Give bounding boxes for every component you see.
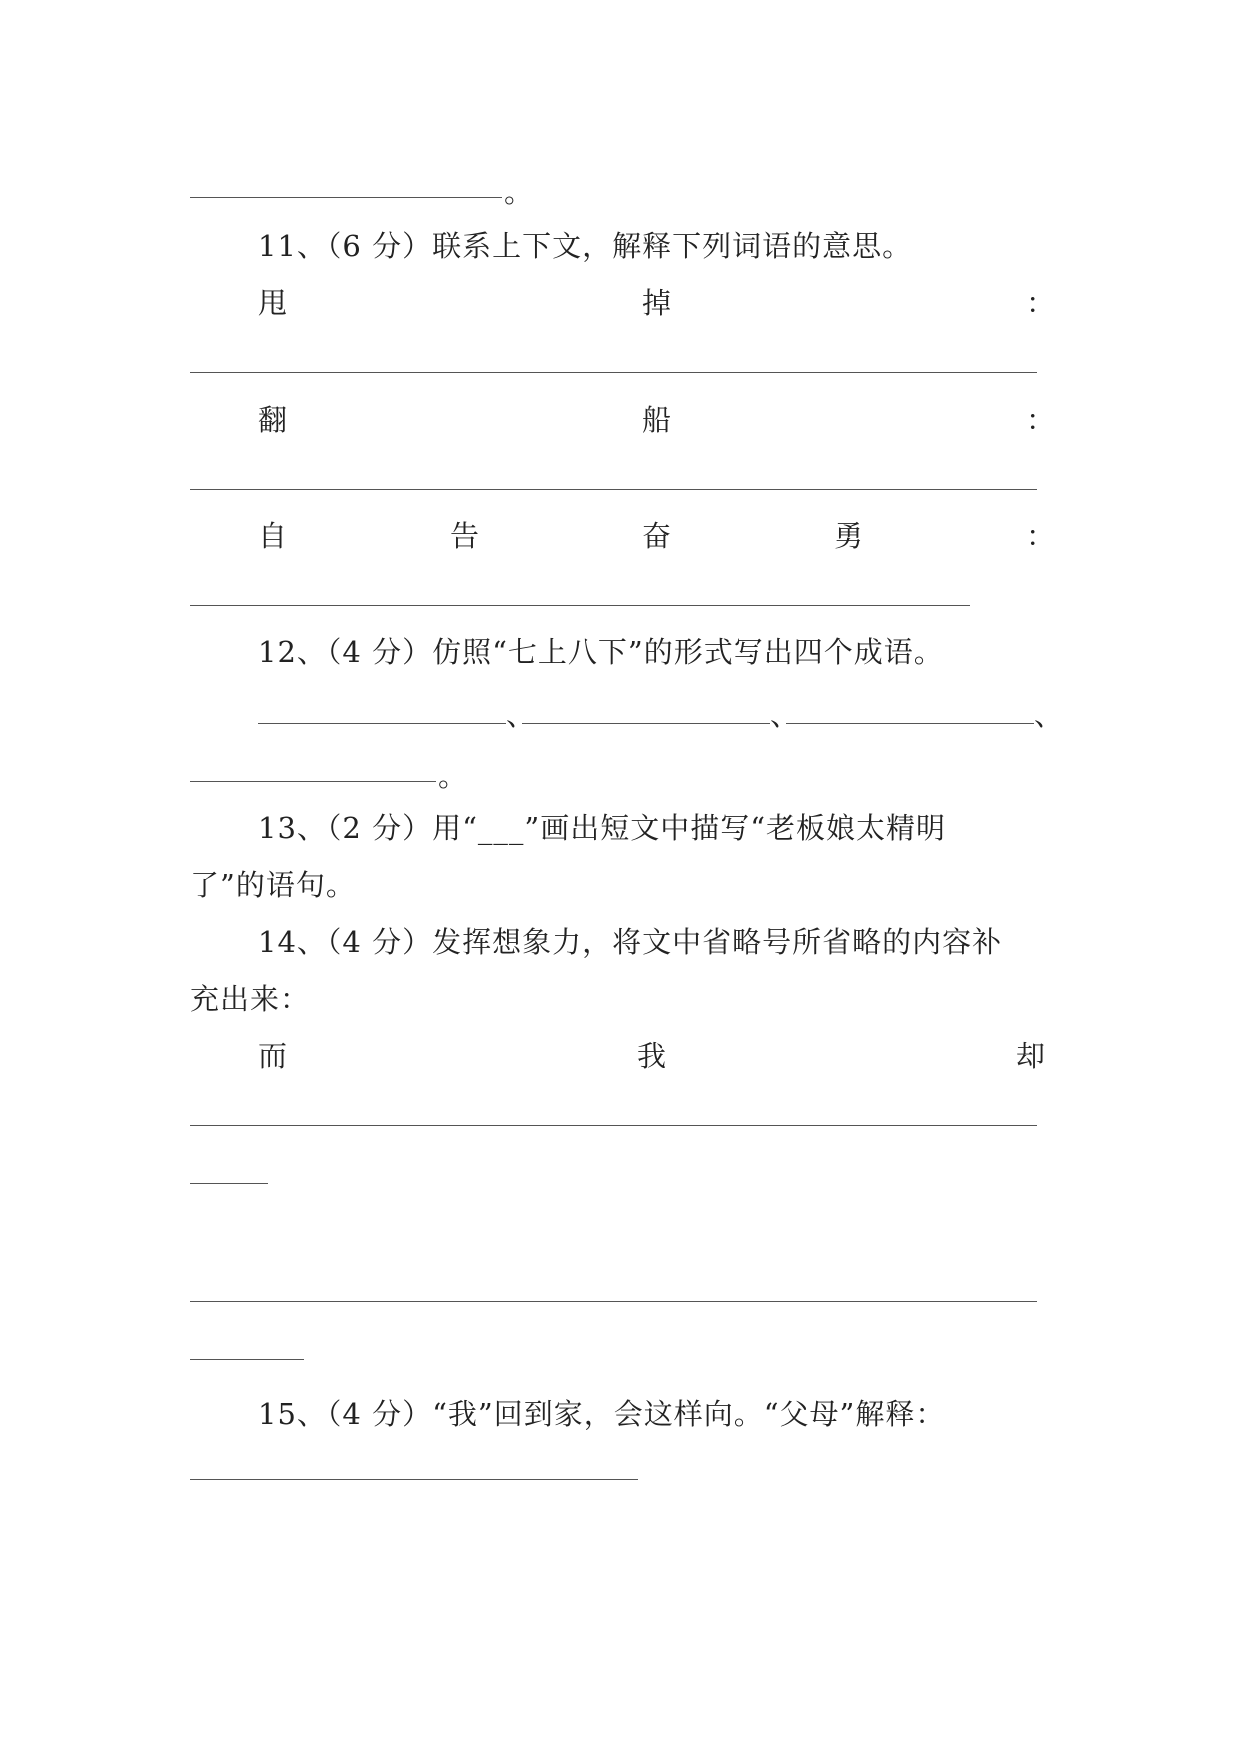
period: 。	[504, 175, 535, 209]
word-char: 船	[641, 403, 671, 437]
idiom-blank-4	[190, 781, 436, 782]
question-15-title: 15、（4 分）“我”回到家，会这样向。“父母”解释：	[258, 1397, 946, 1431]
word-char: 掉	[641, 286, 671, 320]
word-row-1	[258, 283, 1055, 323]
idiom-blank-2	[522, 723, 770, 724]
word-row-2	[258, 400, 1055, 440]
answer-line	[190, 1301, 1037, 1302]
word-char: 奋	[641, 519, 671, 553]
continuation-row	[258, 1036, 1045, 1076]
answer-line	[190, 372, 1037, 373]
word-char: 甩	[258, 286, 288, 320]
answer-line	[190, 1479, 638, 1480]
word-char: 翻	[258, 403, 288, 437]
word-char: 我	[636, 1039, 666, 1073]
word-char: 告	[449, 519, 479, 553]
word-char: 自	[258, 519, 288, 553]
answer-line	[190, 1183, 268, 1184]
answer-line	[190, 489, 1037, 490]
question-13-line2: 了”的语句。	[190, 868, 356, 902]
idiom-blank-3	[786, 723, 1034, 724]
word-row-3	[258, 516, 1055, 556]
word-char: 而	[258, 1039, 288, 1073]
colon: ：	[1025, 403, 1055, 437]
colon: ：	[1025, 286, 1055, 320]
question-13-line1: 13、（2 分）用“___”画出短文中描写“老板娘太精明	[258, 811, 947, 845]
answer-line	[190, 605, 970, 606]
question-11-title: 11、（6 分）联系上下文，解释下列词语的意思。	[258, 229, 913, 263]
word-char: 勇	[833, 519, 863, 553]
question-14-line2: 充出来：	[190, 982, 311, 1016]
separator: 、	[506, 698, 537, 732]
answer-line	[190, 197, 502, 198]
word-char: 却	[1015, 1039, 1045, 1073]
question-14-line1: 14、（4 分）发挥想象力，将文中省略号所省略的内容补	[258, 925, 1003, 959]
colon: ：	[1025, 519, 1055, 553]
idiom-blank-1	[258, 723, 506, 724]
answer-line	[190, 1125, 1037, 1126]
answer-line	[190, 1359, 304, 1360]
separator: 、	[770, 698, 801, 732]
period: 。	[438, 759, 469, 793]
separator: 、	[1034, 698, 1065, 732]
question-12-title: 12、（4 分）仿照“七上八下”的形式写出四个成语。	[258, 635, 944, 669]
